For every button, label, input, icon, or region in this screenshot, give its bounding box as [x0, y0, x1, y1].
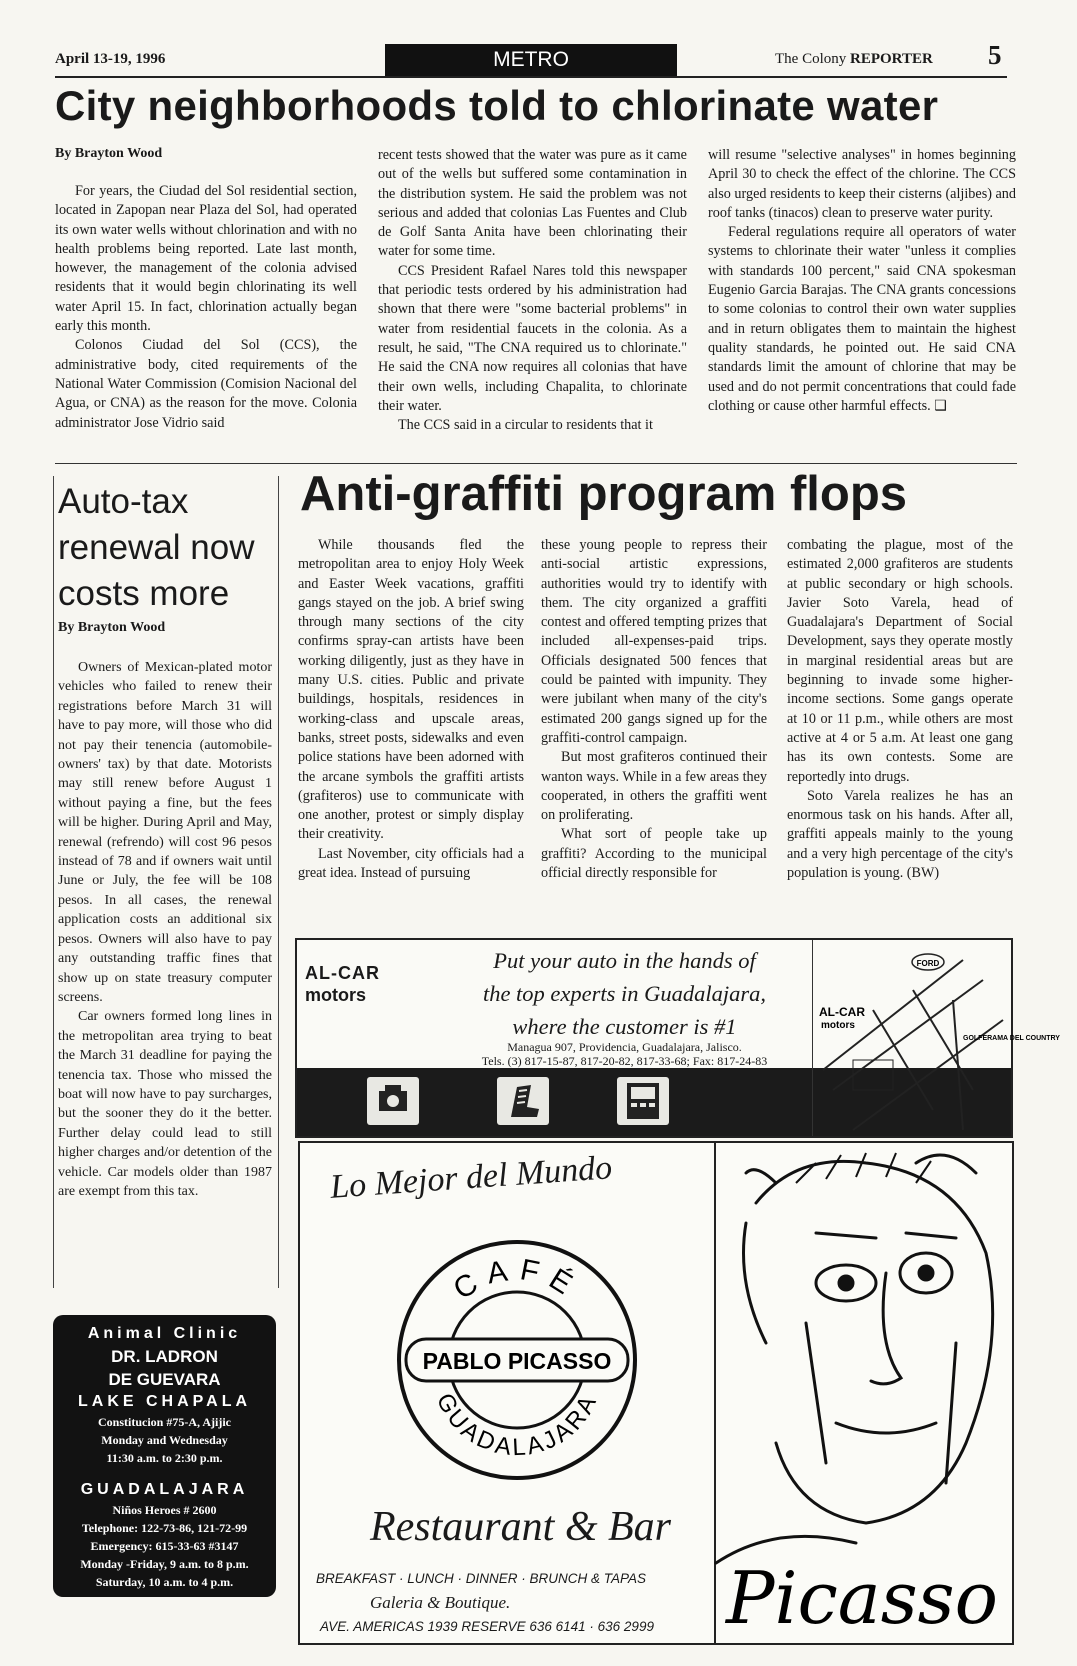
section-banner: METRO	[385, 44, 677, 76]
article2-column-2	[541, 536, 767, 883]
cafe-address: AVE. AMERICAS 1939 RESERVE 636 6141 · 636 2999	[320, 1619, 654, 1634]
article2-headline: Anti-graffiti program flops	[300, 467, 908, 521]
alcar-motors-ad	[295, 938, 1060, 1138]
sidebar-byline: By Brayton Wood	[58, 620, 166, 635]
diagnostic-machine-icon	[617, 1077, 669, 1125]
clinic-address-guadalajara: Niños Heroes # 2600	[112, 1503, 217, 1517]
cafe-name: PABLO PICASSO	[422, 1348, 612, 1374]
article1-byline: By Brayton Wood	[55, 146, 163, 161]
article1-paragraph: will resume "selective analyses" in homes beginning April 30 to check the effect of the chlorine. The CCS also urged residents to keep their cisterns (aljibes) and roof tanks (tinacos) clean to preserve water purity.	[708, 147, 1016, 221]
sidebar-body	[58, 658, 272, 1201]
cafe-restaurant-bar: Restaurant & Bar	[370, 1504, 671, 1550]
article2-paragraph: combating the plague, most of the estimated 2,000 grafiteros are students at public secondary or high schools. Javier Soto Varela, head of Guadalajara's Department of Social Development, says they operate mostly in marginal residential areas but are beginning to invade some higher-income sections. Some gangs operate at 10 or 11 p.m., while others are most active at 4 or 5 a.m. At least one gang has its own contests. Some are reportedly into drugs.	[787, 537, 1013, 785]
article1-column-2	[378, 146, 687, 435]
clinic-location-chapala: LAKE CHAPALA	[77, 1393, 252, 1410]
clinic-hours-saturday: Saturday, 10 a.m. to 4 p.m.	[95, 1575, 234, 1589]
alcar-contact	[437, 1040, 812, 1068]
clinic-doctor-line2: DE GUEVARA	[108, 1370, 221, 1389]
article1-headline: City neighborhoods told to chlorinate water	[55, 82, 939, 129]
article1-paragraph: The CCS said in a circular to residents that it	[398, 417, 653, 434]
car-seat-icon	[497, 1077, 549, 1125]
article2-paragraph: While thousands fled the metropolitan area to enjoy Holy Week and Easter Week vacations, graffiti gangs stayed on the job. A brief swing through many sections of the city confirms spray-can artists have been working diligently, just as they have in many U.S. cities. Public and private buildings, hospitals, residences in working-class and upscale areas, banks, street posts, sidewalks and even police stations have been adorned with the arcane symbols the graffiti artists (grafiteros) use to communicate with one another, protest or simply display their creativity.	[298, 537, 524, 843]
alcar-location-map	[812, 940, 1060, 1136]
issue-date: April 13-19, 1996	[55, 51, 166, 67]
clinic-location-guadalajara: GUADALAJARA	[80, 1481, 249, 1498]
clinic-emergency: Emergency: 615-33-63 #3147	[90, 1539, 239, 1553]
article2-column-3	[787, 536, 1013, 883]
alcar-logo-line1: AL-CAR	[305, 963, 380, 983]
article1-paragraph: Federal regulations require all operators of water systems to chlorinate their water "unless it complies with standards 100 percent," said CNA spokesman Eugenio Garcia Barajas. The CNA grants concessions to some colonias to control their own water supplies and in return obligates them to maintain the highest quality standards, he pointed out. He said CNA standards limit the amount of chlorine that may be used and do not permit concentrations that could fade clothing or cause other harmful effects. ❑	[708, 224, 1016, 414]
clinic-title: Animal Clinic	[87, 1325, 242, 1342]
paper-title: REPORTER	[850, 51, 933, 67]
article2-paragraph: What sort of people take up graffiti? According to the municipal official directly responsible for	[541, 826, 767, 882]
cafe-logo-badge	[392, 1235, 642, 1485]
article1-paragraph: For years, the Ciudad del Sol residential section, located in Zapopan near Plaza del Sol, had operated its own water wells without chlorination and with no health problems being reported. Late last month, however, the management of the colonia advised residents that it would begin chlorinating its well water April 15. In fact, chlorination actually began early this month.	[55, 183, 357, 335]
article2-paragraph: But most grafiteros continued their wanton ways. While in a few areas they cooperated, in others the graffiti went on proliferating.	[541, 749, 767, 824]
article2-paragraph: these young people to repress their anti-social artistic expressions, authorities would try to identify with them. The city organized a graffiti contest and offered tempting prizes that included all-expenses-paid trips. Officials designated 500 fences that could be painted with impunity. They were jubilant when many of the city's estimated 200 gangs signed up for the graffiti-control campaign.	[541, 537, 767, 746]
article2-paragraph: Last November, city officials had a great idea. Instead of pursuing	[298, 845, 524, 882]
picasso-face-illustration	[714, 1143, 1014, 1643]
clinic-hours-ajijic: 11:30 a.m. to 2:30 p.m.	[106, 1451, 223, 1465]
paper-name	[775, 51, 933, 68]
cafe-services: BREAKFAST · LUNCH · DINNER · BRUNCH & TAPAS	[316, 1571, 647, 1586]
picasso-signature: Picasso	[726, 1556, 998, 1640]
alcar-tagline-1: Put your auto in the hands of	[493, 948, 756, 973]
sidebar-headline: Auto-tax renewal now costs more	[58, 482, 255, 613]
map-logo-line2: motors	[821, 1020, 855, 1031]
clinic-telephone: Telephone: 122-73-86, 121-72-99	[81, 1521, 248, 1535]
sidebar-paragraph: Owners of Mexican-plated motor vehicles who failed to renew their registrations before March 31 will have to pay more, will those who did not pay their tenencia (automobile-owners' tax) by that date. Motorists may still renew before August 1 without paying a fine, but the fees will be higher. During April and May, renewal (refrendo) will cost 96 pesos instead of 78 and if owners wait until June or July, the fee will be 108 pesos. In all cases, the renewal application costs an additional six pesos. Owners will also have to pay any outstanding traffic fines that show up on state treasury computer screens.	[58, 660, 272, 1005]
article2-column-1	[298, 536, 524, 883]
clinic-days-ajijic: Monday and Wednesday	[101, 1433, 228, 1447]
alcar-address: Managua 907, Providencia, Guadalajara, Jalisco.	[507, 1040, 742, 1054]
cafe-picasso-ad	[298, 1141, 1014, 1645]
article1-column-3	[708, 146, 1016, 416]
cafe-ring-bottom: GUADALAJARA	[430, 1389, 604, 1462]
article1-column-1	[55, 146, 357, 433]
article1-paragraph: recent tests showed that the water was pure as it came out of the wells but suffered some contamination in the distribution system. He said the problem was not serious and added that colonias Las Fuentes and Club de Golf Santa Anita have been chlorinating their water for some time.	[378, 147, 687, 260]
alcar-tagline	[437, 944, 812, 1043]
animal-clinic-ad	[53, 1315, 276, 1597]
clinic-address-ajijic: Constitucion #75-A, Ajijic	[98, 1415, 231, 1429]
alcar-tagline-3: where the customer is #1	[512, 1014, 737, 1039]
alcar-logo	[305, 962, 415, 1006]
article1-paragraph: CCS President Rafael Nares told this newspaper that periodic tests ordered by his administration had shown that there were "some bacterial problems" in water from residential faucets in the colonia. As a result, he said, "The CNA required us to chlorinate." He said the CNA now requires all colonias that have their own wells, including Chapalita, to chlorinate their water.	[378, 262, 687, 414]
alcar-logo-line2: motors	[305, 985, 367, 1005]
clinic-doctor-line1: DR. LADRON	[111, 1347, 218, 1366]
article1-paragraph: Colonos Ciudad del Sol (CCS), the administrative body, cited requirements of the National Water Commission (Comision Nacional del Agua, or CNA) as the reason for the move. Colonia administrator Jose Vidrio said	[55, 337, 357, 431]
map-golferama-label: GOLFERAMA DEL COUNTRY	[963, 1035, 1060, 1042]
map-ford-label: FORD	[916, 959, 940, 968]
alcar-phones: Tels. (3) 817-15-87, 817-20-82, 817-33-68; Fax: 817-24-83	[481, 1054, 768, 1068]
cafe-ring-top: CAFÉ	[447, 1252, 587, 1307]
article-divider	[55, 463, 1017, 464]
paper-prefix: The Colony	[775, 51, 850, 67]
article2-paragraph: Soto Varela realizes he has an enormous task on his hands. After all, graffiti appeals mainly to the young and a very high percentage of the city's population is young. (BW)	[787, 787, 1013, 882]
header-rule	[55, 76, 1007, 78]
map-logo-line1: AL-CAR	[819, 1005, 865, 1019]
cafe-slogan: Lo Mejor del Mundo	[329, 1149, 614, 1206]
sidebar-paragraph: Car owners formed long lines in the metropolitan area trying to beat the March 31 deadline for paying the tenencia tax. Those who missed the boat will now have to pay surcharges, but the sooner they do it the better. Further delay could lead to still higher charges and/or detention of the vehicle. Car models older than 1987 are exempt from this tax.	[58, 1009, 272, 1199]
clinic-hours-weekday: Monday -Friday, 9 a.m. to 8 p.m.	[80, 1557, 249, 1571]
engine-icon	[367, 1077, 419, 1125]
alcar-tagline-2: the top experts in Guadalajara,	[482, 981, 767, 1006]
page-number: 5	[988, 40, 1002, 70]
cafe-galeria: Galeria & Boutique.	[370, 1593, 511, 1612]
